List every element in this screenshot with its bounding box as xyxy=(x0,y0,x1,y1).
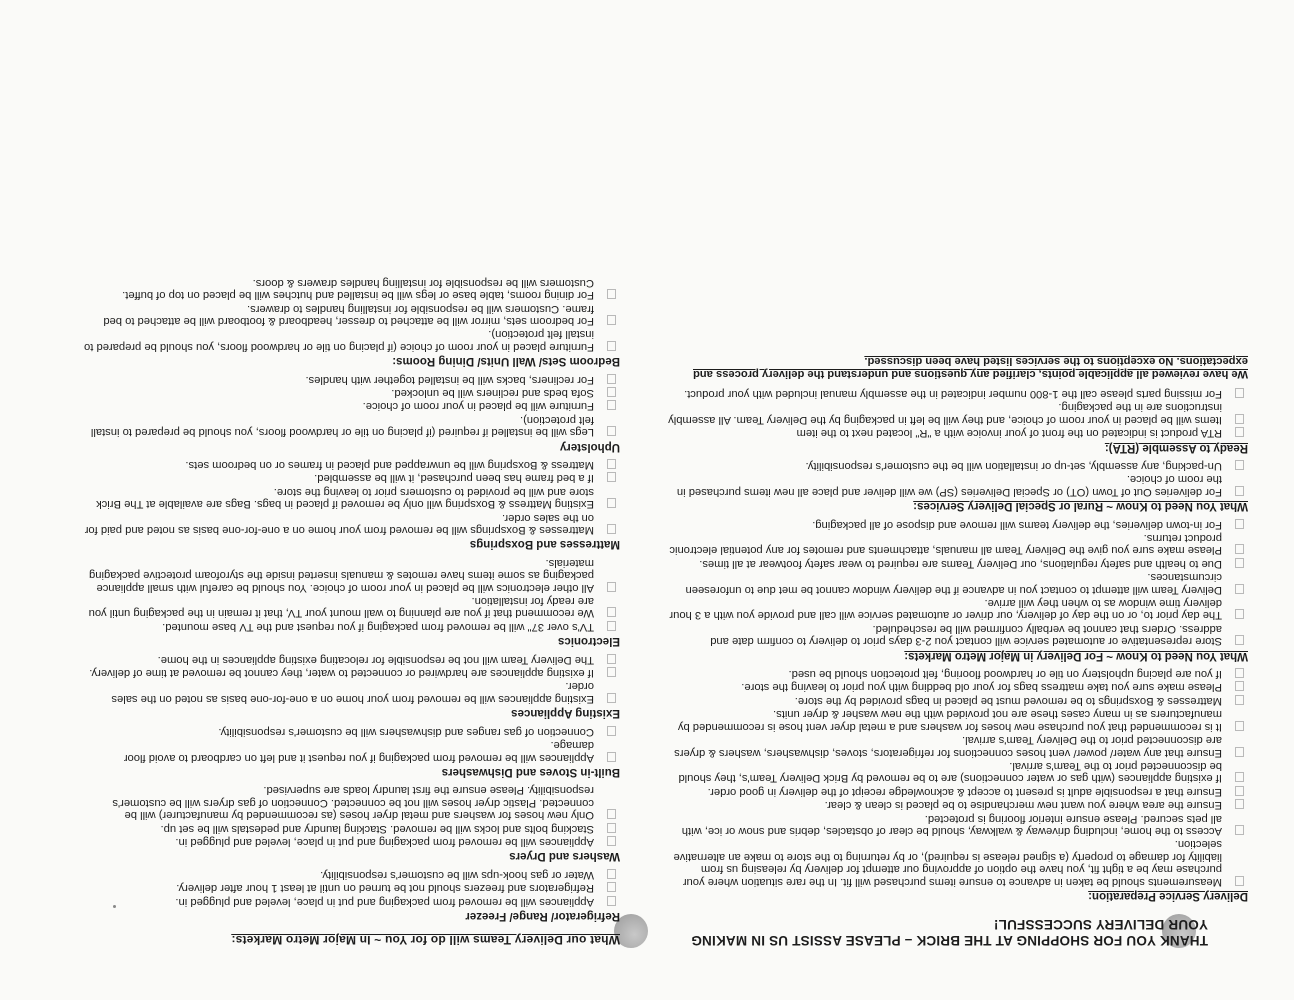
checklist-item: Ensure the area where you want new merchandise to be placed is clean & clear. xyxy=(668,799,1248,811)
checklist-item: Appliances will be removed from packaging if you request it and left on cardboard to avoid floor damage. xyxy=(80,739,620,764)
section-heading: Washers and Dryers xyxy=(509,850,620,863)
checklist-item: Delivery Team will attempt to contact you in advance if the delivery window cannot be met due to unforeseen circumstances. xyxy=(668,571,1248,596)
services-title: What our Delivery Teams will do for You ~ In Major Metro Markets: xyxy=(231,933,620,947)
checklist xyxy=(668,460,1248,498)
checklist-item: For deliveries Out of Town (OT) or Special Deliveries (SP) we will deliver and place all new items purchased in the room of choice. xyxy=(668,473,1248,498)
checklist-item: Stacking bolts and locks will be removed. Stacking laundry and pedestals will be set up. xyxy=(80,822,620,834)
checklist-item: If a bed frame has been purchased, it will be assembled. xyxy=(80,472,620,484)
checklist-item: For recliners, backs will be installed together with handles. xyxy=(80,373,620,385)
checklist xyxy=(80,868,620,907)
section-heading: Delivery Service Preparation: xyxy=(1088,890,1248,902)
checklist-item: Refrigerators and freezers should not be turned on until at least 1 hour after delivery. xyxy=(80,882,620,894)
checklist-item: It is recommended that you purchase new hoses for washers and a metal dryer vent hose is recommended by manufacturers as in many cases these are not provided with the new washer & dryer units. xyxy=(668,708,1248,733)
checklist-item: The Delivery Team will not be responsible for relocating existing appliances in the home. xyxy=(80,653,620,665)
checklist xyxy=(668,518,1248,647)
section-heading: Ready to Assemble (RTA): xyxy=(1104,441,1248,454)
checklist-item: Furniture placed in your room of choice (if placing on tile or hardwood floors, you should be prepared to install felt protection). xyxy=(80,328,620,353)
checklist-item: Connection of gas ranges and dishwashers will be customer's responsibility. xyxy=(80,725,620,737)
checklist-item: For in-town deliveries, the delivery teams will remove and dispose of all packaging. xyxy=(668,518,1248,530)
right-column xyxy=(80,275,620,948)
checklist xyxy=(80,373,620,438)
section-heading: Existing Appliances xyxy=(511,707,620,720)
checklist-item: Appliances will be removed from packaging and put in place, leveled and plugged in. xyxy=(80,836,620,848)
checklist-item: If existing appliances are hardwired or connected to water, they cannot be removed at time of delivery. xyxy=(80,667,620,679)
checklist xyxy=(80,459,620,536)
checklist xyxy=(668,668,1248,888)
checklist-item: For dining rooms, table base or legs will be installed and hutches will be placed on top of buffet. Customers will be responsible for installing handles drawers & doors. xyxy=(80,276,620,301)
checklist-item: Only new hoses for washers and metal dryer hoses (as recommended by manufacturer) will be connected. Plastic dryer hoses will not be connected. Connection of gas dryers will be customer's responsibility. Please ensure the first laundry loads are supervised. xyxy=(80,784,620,821)
checklist-item: TV's over 37" will be removed from packaging if you request and the TV base mounted. xyxy=(80,620,620,632)
checklist xyxy=(80,725,620,763)
checklist-item: Existing Mattress & Boxspring will only be removed if placed in bags. Bags are available at The Brick store and will be provided to customers prior to leaving the store. xyxy=(80,485,620,510)
section-heading: Bedroom Sets/ Wall Units/ Dining Rooms: xyxy=(392,355,620,368)
checklist-item: Ensure that a responsible adult is present to accept & acknowledge receipt of the delivery in good order. xyxy=(668,785,1248,797)
left-sections xyxy=(668,388,1248,902)
checklist-item: Access to the home, including driveway & walkway, should be clear of obstacles, debris and snow or ice, with all pets secured. Please ensure interior flooring is protected. xyxy=(668,812,1248,837)
checklist-item: Measurements should be taken in advance to ensure items purchased will fit. In the rare situation where your purchase may be a tight fit, you have the option of approving our attempt for delivery by releasing us from liability for damage to property (a signed release is required), or by returning to the store to make an alternative selection. xyxy=(668,838,1248,888)
checklist xyxy=(80,276,620,352)
checklist-item: For missing parts please call the 1-800 number indicated in the assembly manual included with your product. xyxy=(668,388,1248,400)
checklist-item: All other electronics will be placed in your room of choice. You should be careful with small appliance packaging as some items have remotes & manuals inserted inside the styrofoam protective packaging materials. xyxy=(80,556,620,593)
checklist-item: Mattress & Boxspring will be unwrapped and placed in frames or on bedroom sets. xyxy=(80,459,620,471)
checklist-item: Appliances will be removed from packaging and put in place, leveled and plugged in. xyxy=(80,895,620,907)
checklist-item: Please make sure you give the Delivery Team all manuals, attachments and remotes for any potential electronic product returns. xyxy=(668,532,1248,557)
checklist-item: Mattresses & Boxsprings will be removed from your home on a one-for-one basis as noted and paid for on the sales order. xyxy=(80,511,620,536)
section-heading: Mattresses and Boxsprings xyxy=(469,538,620,551)
checklist-item: Mattresses & Boxsprings to be removed must be placed in bags provided by the store. xyxy=(668,695,1248,707)
checklist-item: If existing appliances (with gas or water connections) are to be removed by Brick Delivery Team's, they should be disconnected prior to the Team's arrival. xyxy=(668,760,1248,785)
section-heading: Electronics xyxy=(558,635,620,648)
checklist-item: Furniture will be placed in your room of choice. xyxy=(80,400,620,412)
checklist-item: Sofa beds and recliners will be unlocked. xyxy=(80,387,620,399)
section-heading: Upholstery xyxy=(559,440,620,453)
checklist-item: The day prior to, or on the day of delivery, our driver or automated service will call and provide you with a 3 hour delivery time window as to when they will arrive. xyxy=(668,597,1248,622)
section-heading: Refrigerator/ Range/ Freezer xyxy=(465,910,620,922)
checklist-item: RTA product is indicated on the front of your invoice with a "R" located next to the item xyxy=(668,427,1248,439)
checklist-item: Water or gas hook-ups will be customer's responsibility. xyxy=(80,868,620,880)
checklist-item: If you are placing upholstery on tile or hardwood flooring, felt protection should be used. xyxy=(668,668,1248,680)
checklist-item: Existing appliances will be removed from your home on a one-for-one basis as noted on the sales order. xyxy=(80,680,620,705)
right-sections xyxy=(80,276,620,922)
checklist-item: Legs will be installed if required (if placing on tile or hardwood floors, you should be prepared to install felt protection). xyxy=(80,413,620,438)
checklist xyxy=(80,653,620,705)
checklist-item: We recommend that if you are planning to wall mount your TV, that it remain in the packaging until you are ready for installation. xyxy=(80,595,620,620)
section-heading: Built-in Stoves and Dishwashers xyxy=(441,765,620,778)
checklist-item: Ensure that any water/ power/ vent hoses connections for refrigerators, stoves, dishwashers, washers & dryers are disconnected prior to the Delivery Team's arrival. xyxy=(668,734,1248,759)
checklist-item: Un-packing, any assembly, set-up or installation will be the customer's responsibility. xyxy=(668,460,1248,472)
checklist-item: Please make sure you take mattress bags for your old bedding with you prior to leaving the store. xyxy=(668,681,1248,693)
closing-statement: We have reviewed all applicable points, clarified any questions and understand the delivery process and expectations. No exceptions to the services listed have been discussed. xyxy=(693,355,1248,380)
section-heading: What You Need to Know ~ For Delivery in Major Metro Markets: xyxy=(904,649,1248,662)
checklist xyxy=(668,388,1248,440)
left-column xyxy=(668,355,1248,948)
page-title: THANK YOU FOR SHOPPING AT THE BRICK – PLEASE ASSIST US IN MAKING YOUR DELIVERY SUCCESSFUL! xyxy=(691,917,1208,948)
checklist-item: Items will be placed in your room of choice, and they will be left in packaging by the Delivery Team. All assembly instructions are in the packaging. xyxy=(668,401,1248,426)
checklist xyxy=(80,784,620,848)
checklist xyxy=(80,556,620,632)
checklist-item: Store representative or automated service will contact you 2-3 days prior to delivery to confirm date and address. Orders that cannot be verbally confirmed will be rescheduled. xyxy=(668,622,1248,647)
section-heading: What You Need to Know ~ Rural or Special Delivery Services: xyxy=(913,500,1248,513)
checklist-item: For bedroom sets, mirror will be attached to dresser, headboard & footboard will be attached to bed frame. Customers will be responsible for installing handles to drawers. xyxy=(80,302,620,327)
checklist-item: Due to health and safety regulations, our Delivery Teams are required to wear safety footwear at all times. xyxy=(668,557,1248,569)
